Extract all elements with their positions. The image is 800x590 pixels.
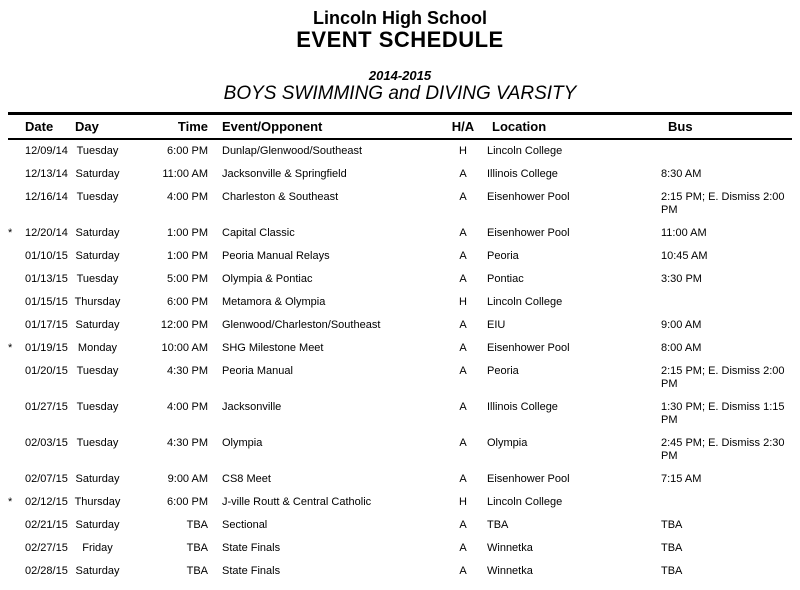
header-day: Day: [75, 119, 99, 134]
document-title: EVENT SCHEDULE: [296, 27, 504, 52]
cell-time: 11:00 AM: [162, 168, 208, 180]
cell-home-away: A: [459, 365, 467, 377]
cell-day: Saturday: [75, 168, 120, 180]
cell-time: 1:00 PM: [167, 227, 208, 239]
table-row: [8, 360, 792, 396]
cell-day: Tuesday: [76, 365, 119, 377]
header-home-away: H/A: [451, 119, 475, 134]
cell-location: Eisenhower Pool: [487, 342, 570, 354]
asterisk-marker: [8, 268, 25, 291]
cell-location: Eisenhower Pool: [487, 191, 570, 203]
cell-location: Peoria: [487, 250, 519, 262]
cell-location: Eisenhower Pool: [487, 473, 570, 485]
cell-date: 01/15/15: [25, 296, 68, 308]
cell-time: 10:00 AM: [161, 342, 208, 354]
cell-day: Friday: [82, 542, 113, 554]
cell-time: 4:00 PM: [167, 191, 208, 203]
cell-location: Peoria: [487, 365, 519, 377]
cell-bus: TBA: [661, 519, 683, 531]
asterisk-marker: [8, 291, 25, 314]
cell-event: Dunlap/Glenwood/Southeast: [222, 145, 363, 157]
cell-home-away: A: [459, 542, 467, 554]
asterisk-marker: [8, 432, 25, 468]
cell-home-away: A: [459, 168, 467, 180]
cell-day: Tuesday: [76, 437, 119, 449]
cell-bus: [646, 491, 792, 514]
cell-home-away: A: [459, 227, 467, 239]
cell-home-away: A: [459, 342, 467, 354]
cell-date: 12/09/14: [25, 145, 68, 157]
header-bus: Bus: [668, 119, 693, 134]
cell-day: Tuesday: [76, 145, 119, 157]
cell-event: J-ville Routt & Central Catholic: [222, 496, 372, 508]
cell-bus: 1:30 PM; E. Dismiss 1:15 PM: [661, 401, 785, 426]
cell-bus: 10:45 AM: [661, 250, 708, 262]
cell-home-away: H: [459, 296, 467, 308]
cell-home-away: A: [459, 250, 467, 262]
cell-location: TBA: [487, 519, 509, 531]
cell-bus: 11:00 AM: [661, 227, 707, 239]
cell-event: State Finals: [222, 565, 281, 577]
cell-event: SHG Milestone Meet: [222, 342, 324, 354]
document-header: [0, 0, 800, 104]
cell-location: Pontiac: [487, 273, 524, 285]
cell-date: 01/19/15: [25, 342, 68, 354]
cell-bus: 3:30 PM: [661, 273, 702, 285]
cell-date: 02/27/15: [25, 542, 68, 554]
cell-date: 02/28/15: [25, 565, 68, 577]
cell-date: 12/16/14: [25, 191, 68, 203]
cell-bus: TBA: [661, 542, 683, 554]
cell-location: Winnetka: [487, 565, 533, 577]
cell-bus: 2:15 PM; E. Dismiss 2:00 PM: [661, 191, 785, 216]
table-row: [8, 396, 792, 432]
cell-date: 12/20/14: [25, 227, 68, 239]
cell-day: Saturday: [75, 250, 120, 262]
cell-time: TBA: [186, 542, 208, 554]
cell-location: EIU: [487, 319, 506, 331]
cell-time: 6:00 PM: [167, 496, 208, 508]
cell-day: Saturday: [75, 319, 120, 331]
table-row: [8, 468, 792, 491]
table-row: [8, 491, 792, 514]
cell-home-away: A: [459, 473, 467, 485]
cell-time: 6:00 PM: [167, 296, 208, 308]
cell-event: Olympia: [222, 437, 263, 449]
cell-event: CS8 Meet: [222, 473, 271, 485]
cell-home-away: H: [459, 496, 467, 508]
cell-date: 02/07/15: [25, 473, 68, 485]
cell-day: Monday: [77, 342, 118, 354]
cell-event: Jacksonville & Springfield: [222, 168, 347, 180]
header-asterisk-spacer: [8, 114, 25, 140]
cell-date: 02/21/15: [25, 519, 68, 531]
cell-time: TBA: [186, 565, 208, 577]
table-row: [8, 186, 792, 222]
table-row: [8, 537, 792, 560]
cell-time: 6:00 PM: [167, 145, 208, 157]
table-row: [8, 291, 792, 314]
asterisk-marker: [8, 396, 25, 432]
cell-location: Illinois College: [487, 168, 558, 180]
asterisk-marker: [8, 314, 25, 337]
asterisk-marker: [8, 186, 25, 222]
cell-day: Thursday: [74, 296, 121, 308]
cell-day: Tuesday: [76, 273, 119, 285]
cell-home-away: A: [459, 565, 467, 577]
cell-time: 5:00 PM: [167, 273, 208, 285]
cell-bus: 2:15 PM; E. Dismiss 2:00 PM: [661, 365, 785, 390]
asterisk-marker: [8, 360, 25, 396]
school-name: Lincoln High School: [313, 8, 487, 28]
cell-day: Thursday: [74, 496, 121, 508]
cell-bus: [646, 291, 792, 314]
table-body: [8, 139, 792, 583]
cell-home-away: A: [459, 401, 467, 413]
cell-time: 4:30 PM: [167, 365, 208, 377]
asterisk-marker: [8, 139, 25, 163]
asterisk-marker: [8, 514, 25, 537]
cell-bus: 7:15 AM: [661, 473, 702, 485]
table-row: [8, 432, 792, 468]
cell-location: Eisenhower Pool: [487, 227, 570, 239]
cell-home-away: A: [459, 191, 467, 203]
cell-home-away: A: [459, 437, 467, 449]
cell-date: 02/03/15: [25, 437, 68, 449]
cell-day: Saturday: [75, 565, 120, 577]
cell-date: 01/10/15: [25, 250, 68, 262]
cell-day: Saturday: [75, 227, 120, 239]
table-header: [8, 114, 792, 140]
cell-date: 01/17/15: [25, 319, 68, 331]
cell-bus: 8:00 AM: [661, 342, 702, 354]
header-location: Location: [492, 119, 547, 134]
cell-time: 9:00 AM: [167, 473, 208, 485]
header-row: [8, 114, 792, 140]
cell-location: Lincoln College: [487, 296, 563, 308]
cell-event: Capital Classic: [222, 227, 295, 239]
table-row: [8, 560, 792, 583]
cell-location: Lincoln College: [487, 145, 563, 157]
asterisk-marker: *: [8, 227, 13, 239]
cell-bus: 9:00 AM: [661, 319, 702, 331]
cell-time: 4:30 PM: [167, 437, 208, 449]
cell-event: Glenwood/Charleston/Southeast: [222, 319, 381, 331]
cell-day: Tuesday: [76, 191, 119, 203]
schedule-table: [8, 112, 792, 583]
cell-location: Illinois College: [487, 401, 558, 413]
cell-time: TBA: [186, 519, 208, 531]
cell-home-away: H: [459, 145, 467, 157]
cell-location: Lincoln College: [487, 496, 563, 508]
cell-home-away: A: [459, 273, 467, 285]
cell-event: Charleston & Southeast: [222, 191, 339, 203]
table-row: [8, 245, 792, 268]
table-row: [8, 268, 792, 291]
cell-event: Sectional: [222, 519, 268, 531]
cell-home-away: A: [459, 319, 467, 331]
cell-time: 1:00 PM: [167, 250, 208, 262]
cell-date: 12/13/14: [25, 168, 68, 180]
cell-location: Winnetka: [487, 542, 533, 554]
cell-bus: [646, 139, 792, 163]
cell-date: 01/13/15: [25, 273, 68, 285]
header-event: Event/Opponent: [222, 119, 323, 134]
season-label: 2014-2015: [368, 68, 432, 83]
header-date: Date: [25, 119, 54, 134]
table-row: [8, 139, 792, 163]
cell-bus: 2:45 PM; E. Dismiss 2:30 PM: [661, 437, 785, 462]
table-row: [8, 514, 792, 537]
cell-event: Peoria Manual: [222, 365, 293, 377]
cell-event: Olympia & Pontiac: [222, 273, 313, 285]
asterisk-marker: [8, 537, 25, 560]
cell-date: 02/12/15: [25, 496, 68, 508]
table-row: [8, 314, 792, 337]
cell-event: Jacksonville: [222, 401, 282, 413]
asterisk-marker: [8, 468, 25, 491]
team-subtitle: BOYS SWIMMING and DIVING VARSITY: [223, 83, 577, 104]
table-row: [8, 337, 792, 360]
cell-bus: TBA: [661, 565, 683, 577]
table-row: [8, 163, 792, 186]
asterisk-marker: [8, 560, 25, 583]
asterisk-marker: *: [8, 342, 13, 354]
cell-event: Metamora & Olympia: [222, 296, 326, 308]
cell-day: Saturday: [75, 473, 120, 485]
cell-time: 4:00 PM: [167, 401, 208, 413]
asterisk-marker: [8, 245, 25, 268]
cell-time: 12:00 PM: [160, 319, 208, 331]
cell-day: Tuesday: [76, 401, 119, 413]
header-time: Time: [177, 119, 208, 134]
asterisk-marker: [8, 163, 25, 186]
cell-date: 01/27/15: [25, 401, 68, 413]
table-row: [8, 222, 792, 245]
cell-event: Peoria Manual Relays: [222, 250, 330, 262]
cell-home-away: A: [459, 519, 467, 531]
cell-date: 01/20/15: [25, 365, 68, 377]
cell-day: Saturday: [75, 519, 120, 531]
cell-bus: 8:30 AM: [661, 168, 702, 180]
asterisk-marker: *: [8, 496, 13, 508]
cell-location: Olympia: [487, 437, 528, 449]
cell-event: State Finals: [222, 542, 281, 554]
